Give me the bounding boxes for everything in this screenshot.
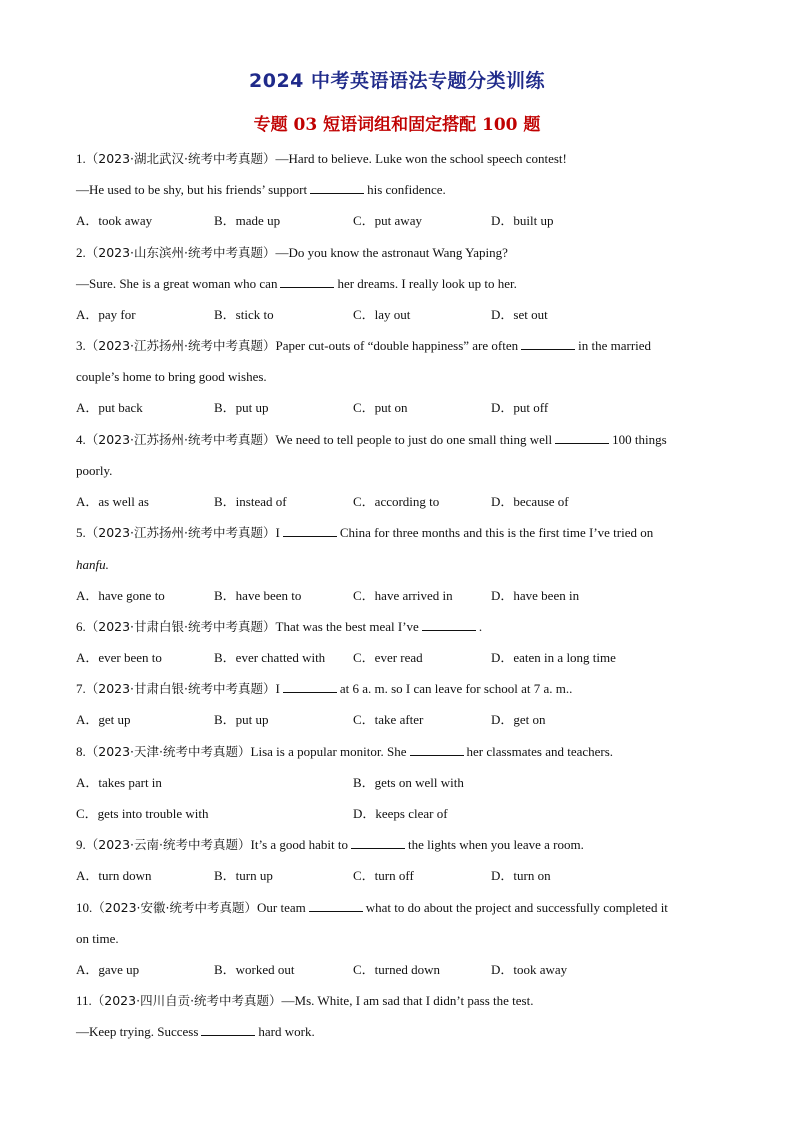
question-text: 100 things [612,432,667,447]
question-number: 3. [76,338,86,353]
option-c[interactable]: C．have arrived in [353,588,453,603]
option-d[interactable]: D．put off [491,400,549,415]
question-4-line-2: poorly. [76,463,113,478]
question-number: 7. [76,681,86,696]
question-source: （2023·甘肃白银·统考中考真题） [85,619,276,634]
option-b[interactable]: B．instead of [214,494,287,509]
question-2-line-2 [76,276,517,292]
option-d[interactable]: D．took away [491,962,568,977]
option-d[interactable]: D．eaten in a long time [491,650,616,665]
question-text: —He used to be shy, but his friends’ support [76,182,308,197]
question-10 [76,900,668,916]
option-b[interactable]: B．ever chatted with [214,650,326,665]
option-c[interactable]: C．according to [353,494,440,509]
question-text: We need to tell people to just do one small thing well [275,432,553,447]
question-10-line-2: on time. [76,931,119,946]
answer-blank [521,338,575,350]
question-6 [76,619,482,635]
answer-blank [283,681,337,693]
option-d[interactable]: D．get on [491,712,546,727]
question-1 [76,151,567,167]
question-text: her dreams. I really look up to her. [337,276,517,291]
option-c[interactable]: C．put away [353,213,422,228]
option-b[interactable]: B．put up [214,712,269,727]
question-11 [76,993,533,1009]
answer-blank [351,837,405,849]
option-d[interactable]: D．keeps clear of [353,806,448,821]
option-d[interactable]: D．set out [491,307,548,322]
question-source: （2023·江苏扬州·统考中考真题） [85,525,276,540]
option-b[interactable]: B．worked out [214,962,295,977]
question-text: the lights when you leave a room. [408,837,584,852]
answer-blank [310,182,364,194]
option-c[interactable]: C．ever read [353,650,423,665]
question-text: in the married [578,338,652,353]
question-source: （2023·天津·统考中考真题） [85,744,251,759]
question-text: his confidence. [367,182,446,197]
page-title: 2024 中考英语语法专题分类训练 [249,70,545,92]
option-c[interactable]: C．gets into trouble with [76,806,209,821]
question-number: 8. [76,744,86,759]
question-text: China for three months and this is the first time I’ve tried on [339,525,654,540]
option-a[interactable]: A．pay for [76,307,136,322]
answer-blank [201,1024,255,1036]
question-number: 4. [76,432,86,447]
option-a[interactable]: A．ever been to [76,650,162,665]
option-a[interactable]: A．as well as [76,494,149,509]
question-number: 11. [76,993,92,1008]
option-b[interactable]: B．made up [214,213,281,228]
question-text: —Ms. White, I am sad that I didn’t pass the test. [281,993,534,1008]
question-5-line-2: hanfu. [76,557,109,572]
question-source: （2023·甘肃白银·统考中考真题） [85,681,276,696]
answer-blank [309,900,363,912]
question-text: hard work. [258,1024,315,1039]
question-text: at 6 a. m. so I can leave for school at 7 a. m.. [339,681,573,696]
option-c[interactable]: C．take after [353,712,424,727]
question-source: （2023·江苏扬州·统考中考真题） [85,338,276,353]
option-c[interactable]: C．lay out [353,307,411,322]
option-d[interactable]: D．built up [491,213,554,228]
option-a[interactable]: A．have gone to [76,588,165,603]
question-source: （2023·湖北武汉·统考中考真题） [85,151,276,166]
option-a[interactable]: A．takes part in [76,775,162,790]
option-b[interactable]: B．gets on well with [353,775,464,790]
question-8 [76,744,613,760]
option-c[interactable]: C．turned down [353,962,441,977]
question-text: —Hard to believe. Luke won the school speech contest! [275,151,567,166]
page-subtitle: 专题 03 短语词组和固定搭配 100 题 [253,115,541,135]
question-text: —Keep trying. Success [76,1024,199,1039]
question-source: （2023·山东滨州·统考中考真题） [85,245,276,260]
option-b[interactable]: B．turn up [214,868,273,883]
question-source: （2023·江苏扬州·统考中考真题） [85,432,276,447]
option-c[interactable]: C．turn off [353,868,414,883]
option-d[interactable]: D．have been in [491,588,580,603]
question-3-line-2: couple’s home to bring good wishes. [76,369,267,384]
option-a[interactable]: A．took away [76,213,153,228]
question-text: That was the best meal I’ve [275,619,419,634]
question-3 [76,338,651,354]
question-11-line-2 [76,1024,315,1040]
option-a[interactable]: A．get up [76,712,131,727]
question-text: —Do you know the astronaut Wang Yaping? [275,245,508,260]
question-text: Lisa is a popular monitor. She [250,744,407,759]
question-text: —Sure. She is a great woman who can [76,276,278,291]
option-d[interactable]: D．because of [491,494,569,509]
question-text: I [275,681,280,696]
question-text: . [478,619,483,634]
question-source: （2023·四川自贡·统考中考真题） [91,993,282,1008]
option-a[interactable]: A．put back [76,400,143,415]
option-b[interactable]: B．stick to [214,307,274,322]
question-7 [76,681,572,697]
question-number: 1. [76,151,86,166]
question-text: what to do about the project and successfully completed it [365,900,668,915]
question-text: It’s a good habit to [250,837,349,852]
question-4 [76,432,667,448]
question-1-line-2 [76,182,446,198]
question-text: her classmates and teachers. [466,744,614,759]
answer-blank [410,744,464,756]
option-b[interactable]: B．put up [214,400,269,415]
question-source: （2023·云南·统考中考真题） [85,837,251,852]
question-text: Paper cut-outs of “double happiness” are often [275,338,519,353]
question-number: 6. [76,619,86,634]
question-text: Our team [257,900,306,915]
option-b[interactable]: B．have been to [214,588,302,603]
answer-blank [283,525,337,537]
question-number: 5. [76,525,86,540]
option-a[interactable]: A．gave up [76,962,140,977]
question-number: 2. [76,245,86,260]
question-9 [76,837,584,853]
answer-blank [422,619,476,631]
option-a[interactable]: A．turn down [76,868,152,883]
answer-blank [280,276,334,288]
question-source: （2023·安徽·统考中考真题） [92,900,258,915]
answer-blank [555,432,609,444]
question-text: I [275,525,280,540]
question-2 [76,245,508,261]
option-d[interactable]: D．turn on [491,868,551,883]
question-number: 9. [76,837,86,852]
option-c[interactable]: C．put on [353,400,408,415]
question-number: 10. [76,900,93,915]
question-5 [76,525,653,541]
